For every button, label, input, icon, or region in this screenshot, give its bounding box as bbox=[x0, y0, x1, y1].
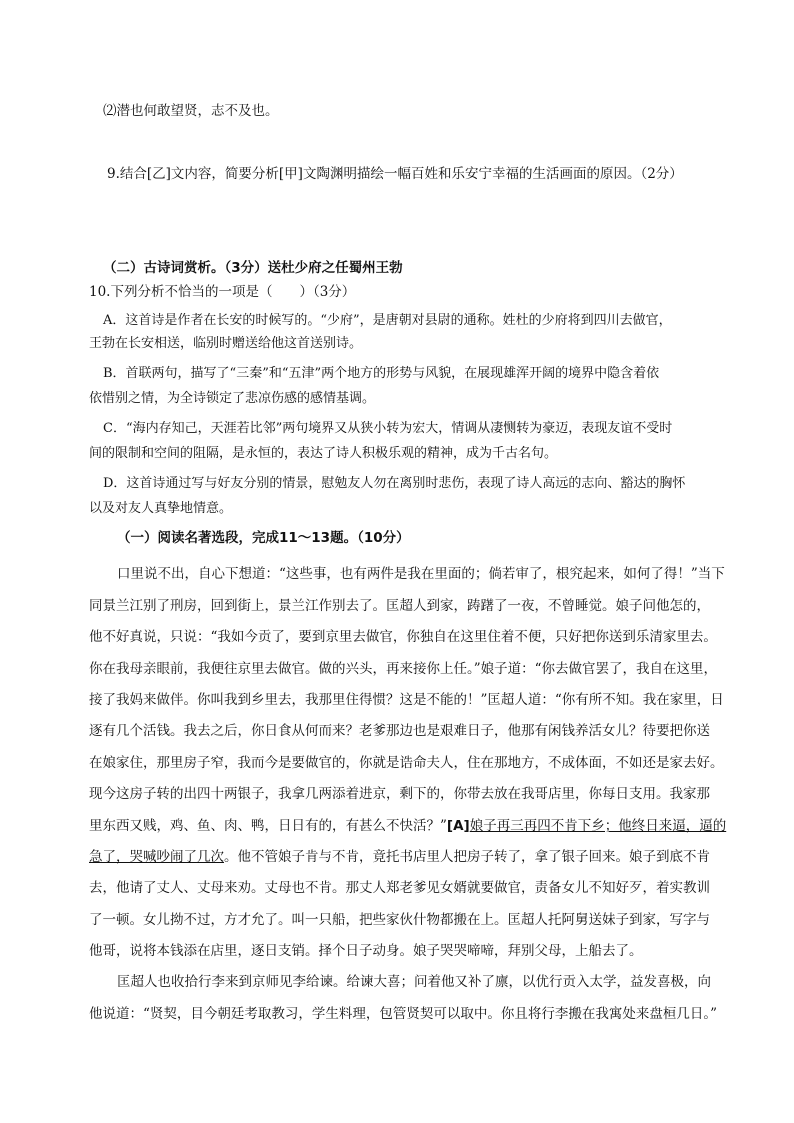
underlined-passage-a-part-1: 娘子再三再四不肯下乡；他终日来逼，逼的 bbox=[469, 818, 727, 834]
line-9-text: 里东西又贱，鸡、鱼、肉、鸭，日日有的，有甚么不快活？” bbox=[89, 818, 447, 834]
paragraph-1-line-1: 口里说不出，自心下想道：“这些事，也有两件是我在里面的；倘若审了，根究起来，如何了得！”当下 bbox=[117, 566, 725, 582]
paragraph-1-line-12: 了一顿。女儿拗不过，方才允了。叫一只船，把些家伙什物都搬在上。匡超人托阿舅送妹子到家，写字与 bbox=[89, 912, 710, 928]
paragraph-1-line-3: 他不好真说，只说：“我如今贡了，要到京里去做官，你独自在这里住着不便，只好把你送到乐清家里去。 bbox=[89, 629, 717, 645]
option-d-line-1: D．这首诗通过写与好友分别的情景，慰勉友人勿在离别时悲伤，表现了诗人高远的志向、豁达的胸怀 bbox=[103, 476, 686, 491]
paragraph-1-line-5: 接了我妈来做伴。你叫我到乡里去，我那里住得惯？这是不能的！”匡超人道：“你有所不知。我在家里，日 bbox=[89, 692, 724, 708]
q8-item-2: ⑵潜也何敢望贤，志不及也。 bbox=[103, 103, 279, 119]
question-10: 10.下列分析不恰当的一项是（ ）（3分） bbox=[89, 284, 356, 300]
paragraph-1-line-4: 你在我母亲眼前，我便往京里去做官。做的兴头，再来接你上任。”娘子道：“你去做官罢了，我自在这里， bbox=[89, 661, 718, 677]
paragraph-1-line-11: 去，他请了丈人、丈母来劝。丈母也不肯。那丈人郑老爹见女婿就要做官，责备女儿不知好歹，着实教训 bbox=[89, 880, 710, 896]
paragraph-2-line-1: 匡超人也收拾行李来到京师见李给谏。给谏大喜；问着他又补了廪，以优行贡入太学，益发喜极，向 bbox=[117, 974, 711, 990]
paragraph-1-line-8: 现今这房子转的出四十两银子，我拿几两添着进京，剩下的，你带去放在我哥店里，你每日支用。我家那 bbox=[89, 786, 710, 802]
option-a-line-2: 王勃在长安相送，临别时赠送给他这首送别诗。 bbox=[89, 336, 363, 351]
paragraph-1-line-9 bbox=[89, 816, 726, 836]
reading-section-heading: （一）阅读名著选段，完成11～13题。（10分） bbox=[117, 530, 410, 546]
poem-section-heading: （二）古诗词赏析。（3分）送杜少府之任蜀州王勃 bbox=[103, 260, 403, 276]
marker-a: [A] bbox=[446, 818, 470, 834]
option-c-line-1: C．“海内存知己，天涯若比邻”两句境界又从狭小转为宏大，情调从凄恻转为豪迈，表现友谊不受时 bbox=[103, 421, 673, 436]
paragraph-1-line-10 bbox=[89, 847, 710, 867]
paragraph-2-line-2: 他说道：“贤契，目今朝廷考取教习，学生料理，包管贤契可以取中。你且将行李搬在我寓处来盘桓几日。” bbox=[89, 1006, 718, 1022]
paragraph-1-line-13: 他哥，说将本钱添在店里，逐日支销。择个日子动身。娘子哭哭啼啼，拜别父母，上船去了。 bbox=[89, 943, 643, 959]
option-d-line-2: 以及对友人真挚地情意。 bbox=[89, 501, 233, 516]
option-b-line-1: B．首联两句，描写了“三秦”和“五津”两个地方的形势与风貌，在展现雄浑开阔的境界中隐含着依 bbox=[103, 366, 660, 381]
paragraph-1-line-2: 同景兰江别了刑房，回到街上，景兰江作别去了。匡超人到家，踌躇了一夜，不曾睡觉。娘子问他怎的， bbox=[89, 598, 710, 614]
paragraph-1-line-7: 在娘家住，那里房子窄，我而今是要做官的，你就是诰命夫人，住在那地方，不成体面，不如还是家去好。 bbox=[89, 755, 724, 771]
option-c-line-2: 间的限制和空间的阻隔，是永恒的，表达了诗人积极乐观的精神，成为千古名句。 bbox=[89, 446, 558, 461]
option-b-line-2: 依惜别之情，为全诗锁定了悲凉伤感的感情基调。 bbox=[89, 391, 376, 406]
paragraph-1-line-6: 逐有几个活钱。我去之后，你日食从何而来？老爹那边也是艰难日子，他那有闲钱养活女儿？待要把你送 bbox=[89, 723, 710, 739]
option-a-line-1: A．这首诗是作者在长安的时候写的。“少府”，是唐朝对县尉的通称。姓杜的少府将到四川去做官， bbox=[103, 313, 672, 328]
underlined-passage-a-part-2: 急了，哭喊吵闹了几次 bbox=[89, 849, 224, 865]
question-9: 9.结合[乙]文内容，简要分析[甲]文陶渊明描绘一幅百姓和乐安宁幸福的生活画面的原因。（2分） bbox=[107, 166, 683, 182]
line-10-text: 。他不管娘子肯与不肯，竟托书店里人把房子转了，拿了银子回来。娘子到底不肯 bbox=[224, 849, 710, 865]
